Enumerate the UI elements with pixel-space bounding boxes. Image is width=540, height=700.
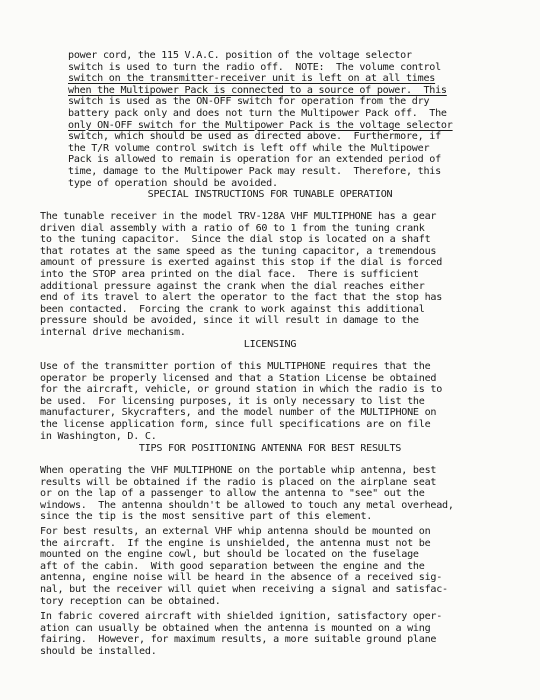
text-line: windows. The antenna shouldn't be allowed to touch any metal overhead, — [40, 499, 454, 511]
text-line: Pack is allowed to remain is operation for an extended period of — [68, 154, 441, 166]
text-line: nal, but the receiver will quiet when receiving a signal and satisfac- — [40, 583, 448, 595]
underlined-text-line: when the Multipower Pack is connected to a source of power. This — [68, 84, 447, 96]
text-line: The tunable receiver in the model TRV-128A VHF MULTIPHONE has a gear — [40, 211, 437, 222]
antenna-paragraph-2 — [40, 526, 508, 607]
underlined-text-line: switch on the transmitter-receiver unit is left on at all times — [68, 73, 436, 85]
text-line: for the aircraft, vehicle, or ground station in which the radio is to — [40, 384, 443, 396]
text-line: into the STOP area printed on the dial face. There is sufficient — [40, 268, 419, 280]
text-line: internal drive mechanism. — [40, 326, 186, 338]
section-heading-tunable: SPECIAL INSTRUCTIONS FOR TUNABLE OPERATION — [147, 189, 393, 200]
text-line: In fabric covered aircraft with shielded ignition, satisfactory oper- — [40, 611, 443, 622]
antenna-paragraph-1 — [40, 465, 508, 523]
text-line: battery pack only and does not turn the Multipower Pack off. The — [68, 107, 447, 119]
text-line-segment: switch is used to turn the radio off. NOTE: The volume control — [68, 61, 441, 73]
text-line: pressure should be avoided, since it will result in damage to the — [40, 315, 419, 327]
text-line: results will be obtained if the radio is placed on the airplane seat — [40, 476, 437, 488]
text-line: manufacturer, Skycrafters, and the model number of the MULTIPHONE on — [40, 407, 437, 419]
section-heading-licensing: LICENSING — [243, 339, 297, 350]
text-line: been contacted. Forcing the crank to work against this additional — [40, 303, 425, 315]
text-line: in Washington, D. C. — [40, 430, 157, 442]
text-line: be used. For licensing purposes, it is only necessary to list the — [40, 395, 425, 407]
text-line: ation can usually be obtained when the antenna is mounted on a wing — [40, 622, 431, 634]
text-line: the aircraft. If the engine is unshielded, the antenna must not be — [40, 537, 431, 549]
text-line: the T/R volume control switch is left off while the Multipower — [68, 142, 430, 154]
text-line: fairing. However, for maximum results, a more suitable ground plane — [40, 634, 437, 646]
text-line: to the tuning capacitor. Since the dial stop is located on a shaft — [40, 234, 431, 246]
antenna-paragraph-3 — [40, 611, 508, 657]
text-line: antenna, engine noise will be heard in the absence of a received sig- — [40, 572, 443, 584]
text-line: switch, which should be used as directed above. Furthermore, if — [68, 131, 441, 143]
text-line: should be installed. — [40, 645, 157, 657]
text-line: type of operation should be avoided. — [68, 177, 278, 189]
licensing-paragraph — [40, 361, 508, 442]
section-heading-antenna: TIPS FOR POSITIONING ANTENNA FOR BEST RESULTS — [138, 443, 402, 454]
text-line: aft of the cabin. With good separation between the engine and the — [40, 560, 425, 572]
text-line: end of its travel to alert the operator to the fact that the stop has — [40, 292, 443, 304]
text-line: For best results, an external VHF whip antenna should be mounted on — [40, 526, 431, 537]
text-line: mounted on the engine cowl, but should be located on the fuselage — [40, 549, 419, 561]
text-line: driven dial assembly with a ratio of 60 to 1 from the tuning crank — [40, 222, 425, 234]
text-line: When operating the VHF MULTIPHONE on the portable whip antenna, best — [40, 465, 437, 476]
text-line — [68, 62, 508, 74]
text-line: switch is used as the ON-OFF switch for operation from the dry — [68, 96, 430, 108]
text-line: operator be properly licensed and that a Station License be obtained — [40, 372, 437, 384]
text-line: that rotates at the same speed as the tuning capacitor, a tremendous — [40, 245, 437, 257]
text-line: Use of the transmitter portion of this MULTIPHONE requires that the — [40, 361, 431, 372]
text-line: time, damage to the Multipower Pack may result. Therefore, this — [68, 165, 441, 177]
tunable-paragraph — [40, 211, 508, 339]
underlined-text-line: only ON-OFF switch for the Multipower Pack is the voltage selector — [68, 119, 453, 131]
intro-paragraph — [68, 50, 508, 189]
text-line: amount of pressure is exerted against this stop if the dial is forced — [40, 257, 443, 269]
text-line: tory reception can be obtained. — [40, 595, 221, 607]
text-line: or on the lap of a passenger to allow the antenna to "see" out the — [40, 488, 425, 500]
text-line: the license application form, since full specifications are on file — [40, 418, 431, 430]
text-line: additional pressure against the crank when the dial reaches either — [40, 280, 425, 292]
text-line: since the tip is the most sensitive part of this element. — [40, 511, 373, 523]
text-line: power cord, the 115 V.A.C. position of the voltage selector — [68, 50, 412, 61]
